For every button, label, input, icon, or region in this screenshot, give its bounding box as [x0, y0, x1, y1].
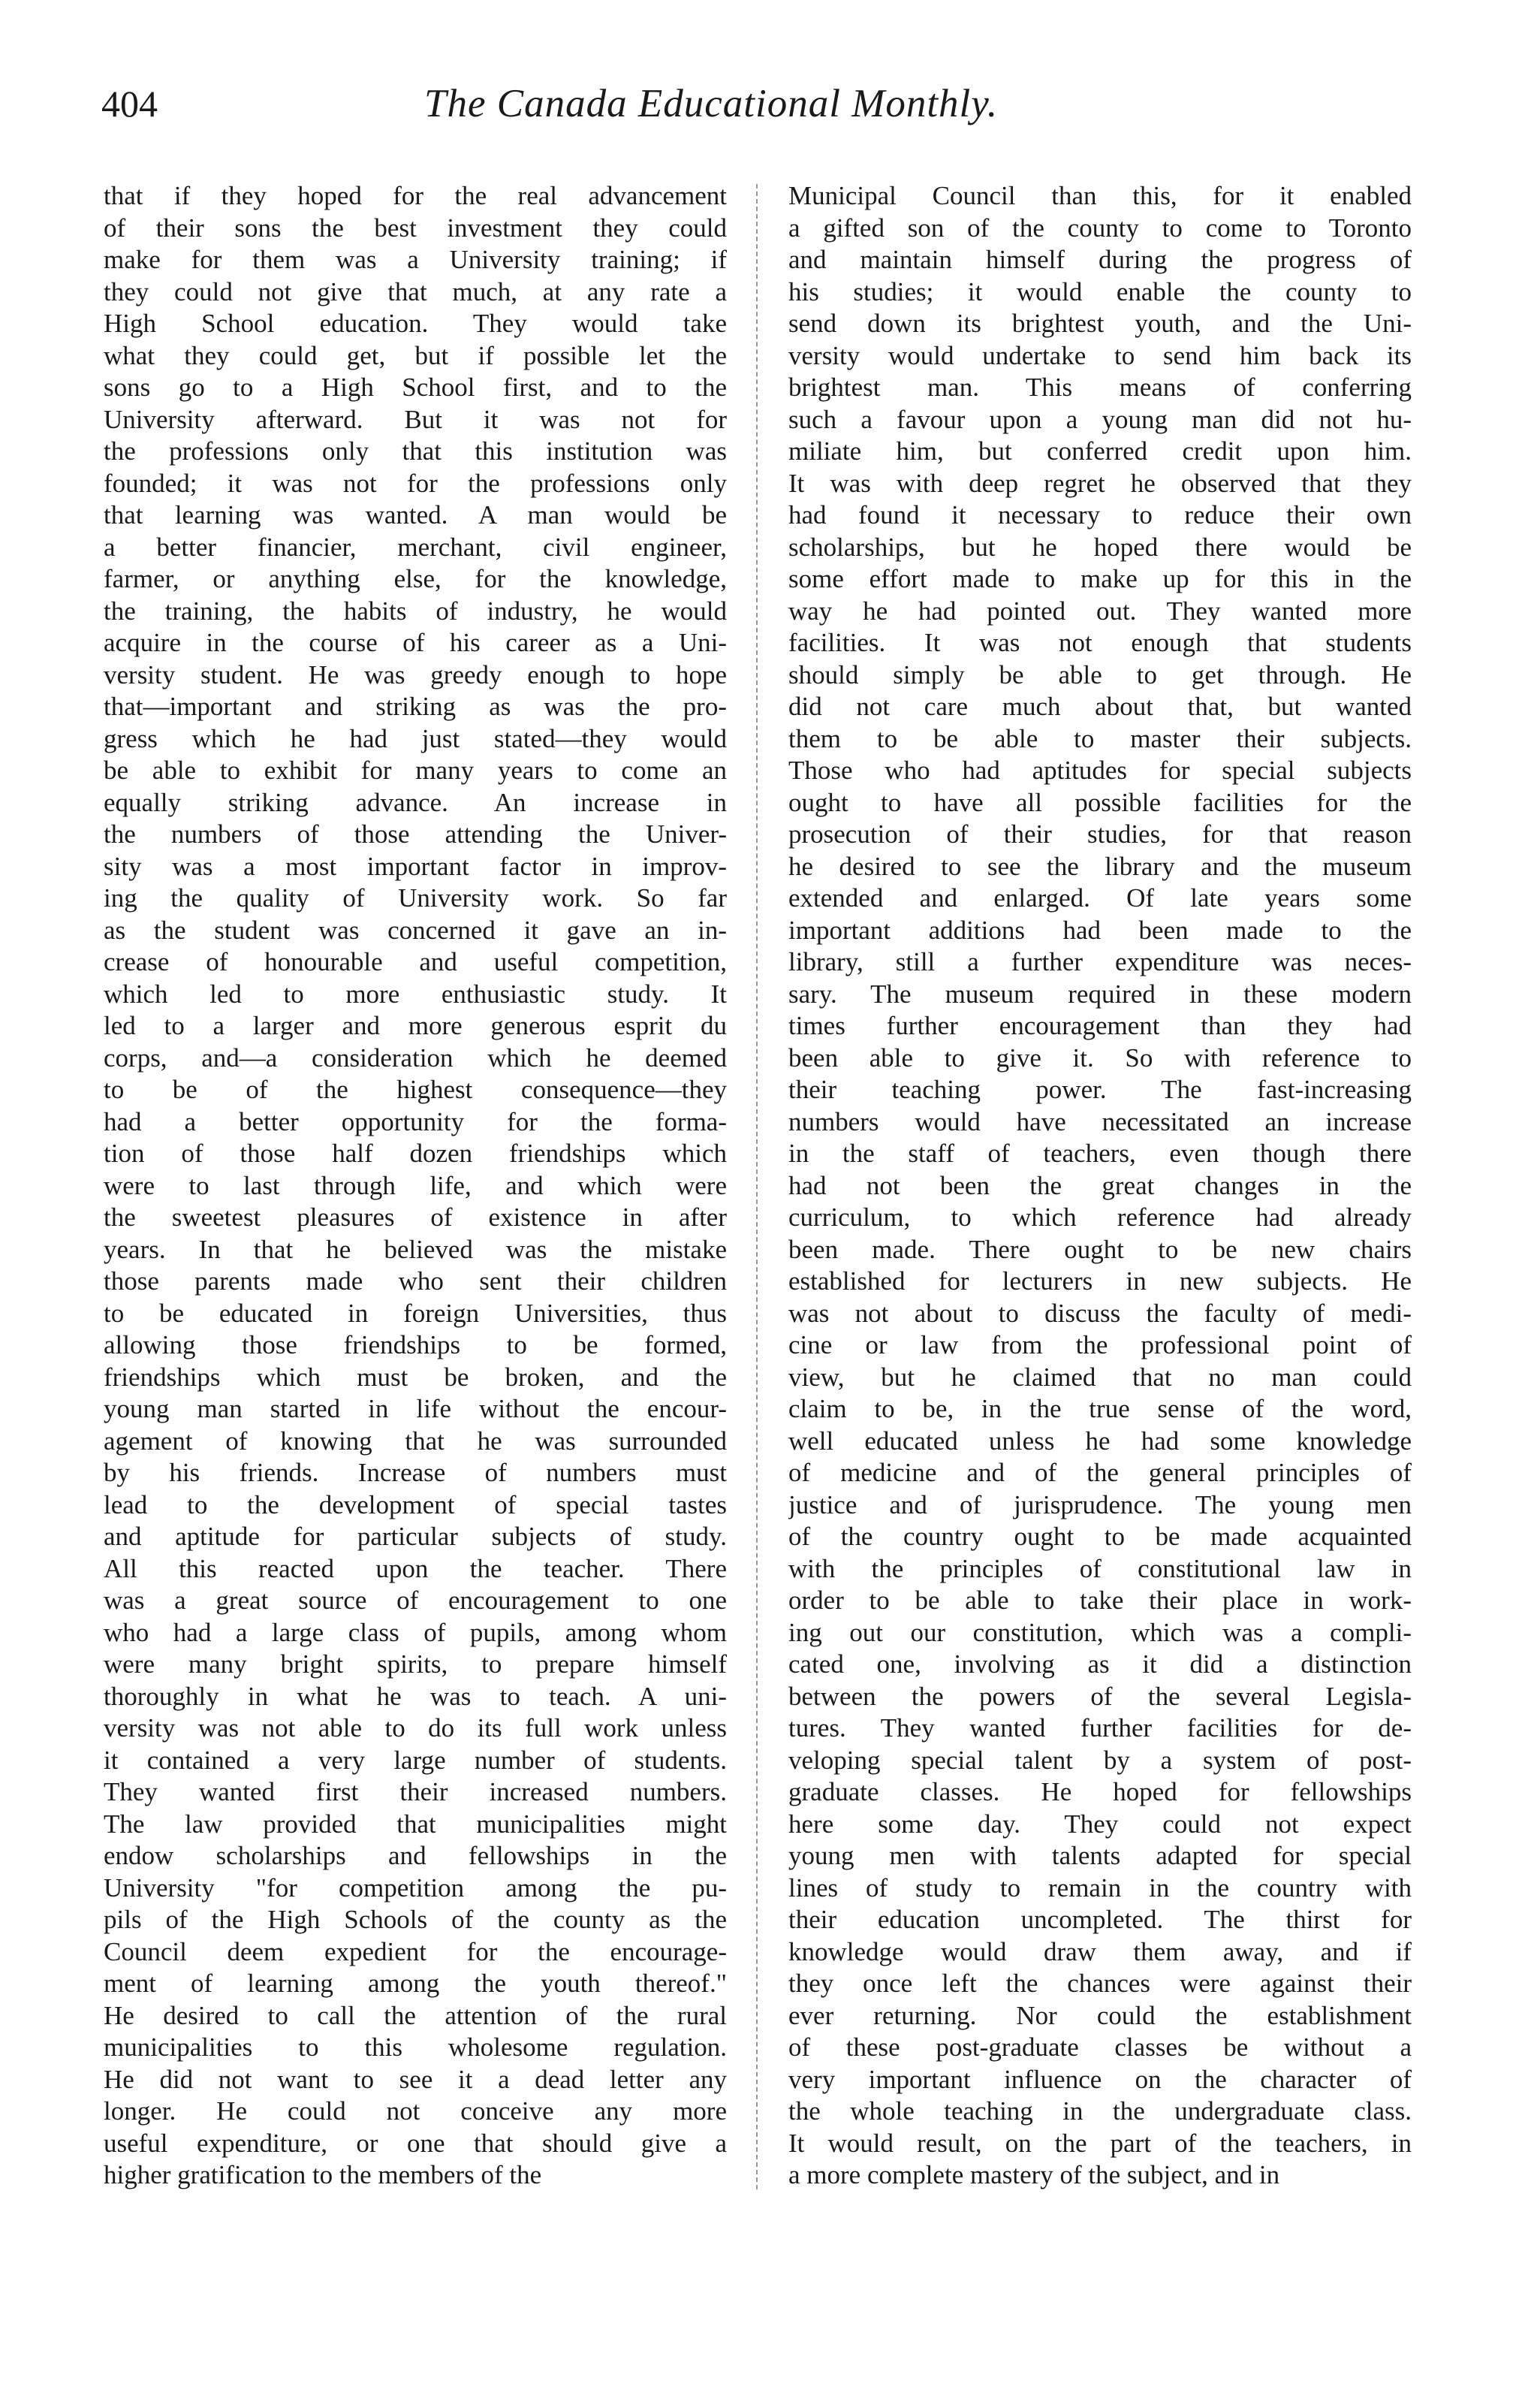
text-line: He did not want to see it a dead letter any — [104, 2064, 727, 2094]
text-line: to be of the highest consequence—they — [104, 1075, 727, 1104]
text-line: they once left the chances were against their — [788, 1969, 1412, 1998]
text-line: some effort made to make up for this in the — [788, 564, 1412, 593]
text-line: gress which he had just stated—they would — [104, 723, 727, 753]
text-line: ing out our constitution, which was a compli- — [788, 1617, 1412, 1647]
text-line: were many bright spirits, to prepare himself — [104, 1649, 727, 1679]
text-line: tion of those half dozen friendships which — [104, 1139, 727, 1168]
text-line: a better financier, merchant, civil engineer, — [104, 532, 727, 562]
text-line: endow scholarships and fellowships in the — [104, 1841, 727, 1870]
text-line: cine or law from the professional point of — [788, 1330, 1412, 1359]
text-line: ever returning. Nor could the establishment — [788, 2000, 1412, 2030]
text-line: in the staff of teachers, even though there — [788, 1139, 1412, 1168]
text-line: allowing those friendships to be formed, — [104, 1330, 727, 1359]
text-line: and aptitude for particular subjects of study. — [104, 1522, 727, 1551]
text-line: the sweetest pleasures of existence in after — [104, 1202, 727, 1232]
text-line: that learning was wanted. A man would be — [104, 500, 727, 530]
text-line: had found it necessary to reduce their own — [788, 500, 1412, 530]
text-line: their teaching power. The fast-increasing — [788, 1075, 1412, 1104]
text-line: ought to have all possible facilities for the — [788, 787, 1412, 817]
text-line: agement of knowing that he was surrounded — [104, 1426, 727, 1456]
text-line: All this reacted upon the teacher. There — [104, 1553, 727, 1583]
text-line: were to last through life, and which were — [104, 1170, 727, 1200]
text-line: Council deem expedient for the encourage- — [104, 1936, 727, 1966]
text-line: friendships which must be broken, and the — [104, 1362, 727, 1392]
text-line: extended and enlarged. Of late years some — [788, 883, 1412, 913]
page-header — [101, 81, 1408, 141]
text-line: corps, and—a consideration which he deemed — [104, 1043, 727, 1073]
text-line: was not about to discuss the faculty of medi- — [788, 1298, 1412, 1328]
text-line: very important influence on the character of — [788, 2064, 1412, 2094]
right-text-column — [788, 180, 1412, 2192]
text-line: pils of the High Schools of the county as the — [104, 1905, 727, 1934]
text-line: of medicine and of the general principles of — [788, 1458, 1412, 1487]
text-line: should simply be able to get through. He — [788, 659, 1412, 690]
text-line: longer. He could not conceive any more — [104, 2096, 727, 2126]
text-line: that—important and striking as was the pro- — [104, 692, 727, 721]
text-line: facilities. It was not enough that students — [788, 628, 1412, 657]
text-line: established for lecturers in new subjects. He — [788, 1266, 1412, 1296]
text-line: It was with deep regret he observed that they — [788, 468, 1412, 498]
text-line: well educated unless he had some knowledge — [788, 1426, 1412, 1456]
text-line: Those who had aptitudes for special subjects — [788, 756, 1412, 785]
text-line: of these post-graduate classes be without a — [788, 2032, 1412, 2062]
text-line: their education uncompleted. The thirst for — [788, 1905, 1412, 1934]
text-line: The law provided that municipalities might — [104, 1809, 727, 1839]
text-line: had a better opportunity for the forma- — [104, 1106, 727, 1136]
text-line: sary. The museum required in these modern — [788, 979, 1412, 1009]
text-line: order to be able to take their place in work- — [788, 1586, 1412, 1615]
text-line: University "for competition among the pu- — [104, 1872, 727, 1903]
text-line: to be educated in foreign Universities, thus — [104, 1298, 727, 1328]
text-line: led to a larger and more generous esprit du — [104, 1011, 727, 1040]
text-line: had not been the great changes in the — [788, 1170, 1412, 1200]
text-line: ment of learning among the youth thereof." — [104, 1969, 727, 1998]
text-line: what they could get, but if possible let the — [104, 340, 727, 370]
text-line: who had a large class of pupils, among whom — [104, 1617, 727, 1647]
text-line: curriculum, to which reference had already — [788, 1202, 1412, 1232]
text-line: send down its brightest youth, and the Uni- — [788, 309, 1412, 338]
text-line: thoroughly in what he was to teach. A uni- — [104, 1681, 727, 1711]
text-line: as the student was concerned it gave an in- — [104, 915, 727, 945]
text-line: that if they hoped for the real advancement — [104, 181, 727, 210]
text-line: knowledge would draw them away, and if — [788, 1936, 1412, 1966]
text-line: claim to be, in the true sense of the word, — [788, 1394, 1412, 1423]
text-line: view, but he claimed that no man could — [788, 1362, 1412, 1392]
text-line: times further encouragement than they had — [788, 1011, 1412, 1040]
text-line: they could not give that much, at any rate a — [104, 276, 727, 306]
page-number: 404 — [101, 83, 158, 125]
text-line: was a great source of encouragement to one — [104, 1586, 727, 1615]
text-line: library, still a further expenditure was neces- — [788, 947, 1412, 976]
text-line: it contained a very large number of students. — [104, 1745, 727, 1775]
text-line: young men with talents adapted for special — [788, 1841, 1412, 1870]
text-line: be able to exhibit for many years to come an — [104, 756, 727, 785]
text-line: here some day. They could not expect — [788, 1809, 1412, 1839]
text-line: founded; it was not for the professions only — [104, 468, 727, 498]
text-line: he desired to see the library and the museum — [788, 851, 1412, 881]
text-line: way he had pointed out. They wanted more — [788, 596, 1412, 626]
text-line: make for them was a University training; if — [104, 245, 727, 274]
text-line: of their sons the best investment they could — [104, 213, 727, 243]
text-line: the whole teaching in the undergraduate class. — [788, 2096, 1412, 2126]
text-line: acquire in the course of his career as a Uni- — [104, 628, 727, 657]
text-line: versity student. He was greedy enough to hope — [104, 659, 727, 690]
text-line: useful expenditure, or one that should give a — [104, 2128, 727, 2158]
text-line: important additions had been made to the — [788, 915, 1412, 945]
text-line: Municipal Council than this, for it enabled — [788, 181, 1412, 210]
text-line: sons go to a High School first, and to the — [104, 373, 727, 402]
text-line: numbers would have necessitated an increase — [788, 1106, 1412, 1136]
text-line: with the principles of constitutional law in — [788, 1553, 1412, 1583]
text-line: between the powers of the several Legisla- — [788, 1681, 1412, 1711]
text-line: the numbers of those attending the Univer- — [104, 819, 727, 849]
text-line: by his friends. Increase of numbers must — [104, 1458, 727, 1487]
running-title: The Canada Educational Monthly. — [424, 82, 999, 125]
text-line: the professions only that this institution was — [104, 436, 727, 466]
text-line: farmer, or anything else, for the knowledge, — [104, 564, 727, 593]
text-line: been able to give it. So with reference to — [788, 1043, 1412, 1073]
text-line: crease of honourable and useful competition, — [104, 947, 727, 976]
text-line: such a favour upon a young man did not hu- — [788, 404, 1412, 434]
text-line: ing the quality of University work. So far — [104, 883, 727, 913]
text-line: lead to the development of special tastes — [104, 1489, 727, 1519]
text-line: He desired to call the attention of the rural — [104, 2000, 727, 2030]
text-line: It would result, on the part of the teachers, in — [788, 2128, 1412, 2158]
text-line: equally striking advance. An increase in — [104, 787, 727, 817]
text-line: lines of study to remain in the country with — [788, 1872, 1412, 1903]
left-text-column — [104, 180, 727, 2192]
text-line: sity was a most important factor in improv- — [104, 851, 727, 881]
text-line: did not care much about that, but wanted — [788, 692, 1412, 721]
text-line: veloping special talent by a system of post- — [788, 1745, 1412, 1775]
text-line: tures. They wanted further facilities for de- — [788, 1713, 1412, 1743]
text-line: versity was not able to do its full work unless — [104, 1713, 727, 1743]
text-line: a more complete mastery of the subject, and in — [788, 2160, 1280, 2189]
text-line: which led to more enthusiastic study. It — [104, 979, 727, 1009]
text-line: them to be able to master their subjects. — [788, 723, 1412, 753]
text-line: higher gratification to the members of the — [104, 2160, 542, 2189]
text-line: those parents made who sent their children — [104, 1266, 727, 1296]
text-line: They wanted first their increased numbers. — [104, 1777, 727, 1806]
text-line: of the country ought to be made acquainted — [788, 1522, 1412, 1551]
text-line: years. In that he believed was the mistake — [104, 1234, 727, 1264]
text-line: and maintain himself during the progress of — [788, 245, 1412, 274]
text-line: municipalities to this wholesome regulation. — [104, 2032, 727, 2062]
text-line: cated one, involving as it did a distinction — [788, 1649, 1412, 1679]
text-line: prosecution of their studies, for that reason — [788, 819, 1412, 849]
text-line: University afterward. But it was not for — [104, 404, 727, 434]
text-line: a gifted son of the county to come to Toronto — [788, 213, 1412, 243]
text-line: the training, the habits of industry, he would — [104, 596, 727, 626]
text-line: brightest man. This means of conferring — [788, 373, 1412, 402]
column-divider — [756, 184, 758, 2189]
text-line: been made. There ought to be new chairs — [788, 1234, 1412, 1264]
text-line: graduate classes. He hoped for fellowships — [788, 1777, 1412, 1806]
text-line: justice and of jurisprudence. The young men — [788, 1489, 1412, 1519]
text-line: his studies; it would enable the county to — [788, 276, 1412, 306]
text-line: miliate him, but conferred credit upon him. — [788, 436, 1412, 466]
text-line: High School education. They would take — [104, 309, 727, 338]
text-line: versity would undertake to send him back its — [788, 340, 1412, 370]
text-line: young man started in life without the encour- — [104, 1394, 727, 1423]
text-line: scholarships, but he hoped there would be — [788, 532, 1412, 562]
